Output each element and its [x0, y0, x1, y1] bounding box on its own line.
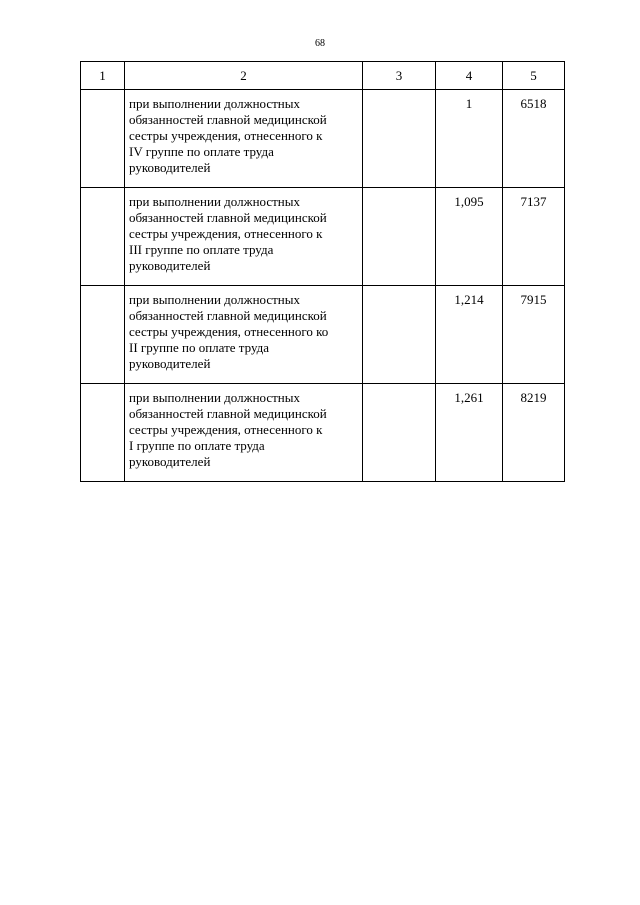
column-header-1: 1: [81, 62, 125, 90]
coefficient-cell: 1: [436, 90, 503, 188]
row-number-cell: [81, 384, 125, 482]
table-row: [81, 90, 565, 188]
coefficient-cell: 1,261: [436, 384, 503, 482]
row-number-cell: [81, 188, 125, 286]
page-number: 68: [315, 38, 325, 49]
row-number-cell: [81, 286, 125, 384]
salary-table: [80, 61, 565, 482]
column-3-cell: [363, 384, 436, 482]
position-description-cell: при выполнении должностных обязанностей главной медицинской сестры учреждения, отнесенного к I группе по оплате труда руководителей: [125, 384, 363, 482]
column-3-cell: [363, 286, 436, 384]
column-header-4: 4: [436, 62, 503, 90]
position-description-cell: при выполнении должностных обязанностей главной медицинской сестры учреждения, отнесенного ко II группе по оплате труда руководителей: [125, 286, 363, 384]
table-header-row: [81, 62, 565, 90]
table-row: [81, 286, 565, 384]
column-header-5: 5: [503, 62, 565, 90]
coefficient-cell: 1,095: [436, 188, 503, 286]
position-description-cell: при выполнении должностных обязанностей главной медицинской сестры учреждения, отнесенного к IV группе по оплате труда руководителей: [125, 90, 363, 188]
amount-cell: 6518: [503, 90, 565, 188]
amount-cell: 7915: [503, 286, 565, 384]
amount-cell: 8219: [503, 384, 565, 482]
row-number-cell: [81, 90, 125, 188]
column-3-cell: [363, 90, 436, 188]
table-row: [81, 384, 565, 482]
column-3-cell: [363, 188, 436, 286]
coefficient-cell: 1,214: [436, 286, 503, 384]
amount-cell: 7137: [503, 188, 565, 286]
position-description-cell: при выполнении должностных обязанностей главной медицинской сестры учреждения, отнесенного к III группе по оплате труда руководителей: [125, 188, 363, 286]
column-header-3: 3: [363, 62, 436, 90]
column-header-2: 2: [125, 62, 363, 90]
table-row: [81, 188, 565, 286]
